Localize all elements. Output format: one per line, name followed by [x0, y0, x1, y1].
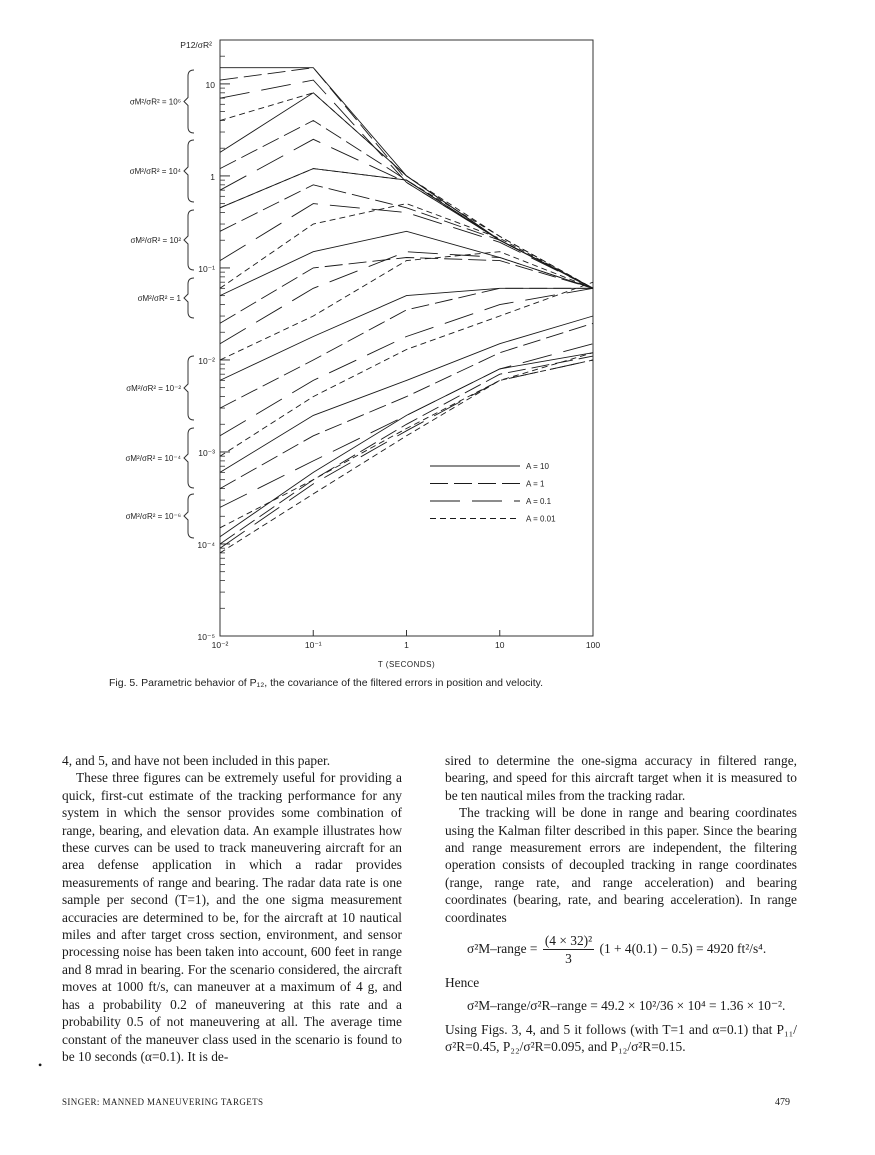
body-left-column: [62, 752, 402, 1065]
page-number: 479: [775, 1097, 790, 1108]
bracket-label: σM²/σR² = 10⁴: [129, 167, 181, 176]
body-paragraph: 4, and 5, and have not been included in this paper.: [62, 753, 331, 768]
y-tick-label: 10⁻¹: [198, 263, 215, 274]
y-tick-label: 1: [210, 171, 215, 182]
fraction-numerator: (4 × 32)²: [543, 932, 594, 950]
x-axis-title: T (SECONDS): [377, 660, 436, 669]
x-tick-label: 10: [495, 640, 505, 650]
y-tick-label: 10⁻⁴: [197, 539, 215, 550]
curve-series: [220, 252, 593, 360]
body-right-column: [445, 752, 797, 1056]
bracket-brace: [184, 278, 194, 318]
curve-series: [220, 68, 593, 289]
equation-lhs: σ²M–range =: [467, 941, 538, 957]
curve-series: [220, 68, 593, 289]
x-tick-label: 1: [404, 640, 409, 650]
y-tick-label: 10⁻³: [198, 447, 215, 458]
bracket-label: σM²/σR² = 10²: [130, 236, 181, 245]
curve-series: [220, 169, 593, 289]
x-tick-label: 10⁻²: [211, 640, 229, 650]
figure-caption: Fig. 5. Parametric behavior of P₁₂, the covariance of the filtered errors in position and velocity.: [109, 677, 544, 689]
bracket-label: σM²/σR² = 10⁻²: [126, 384, 181, 393]
bracket-label: σM²/σR² = 10⁻⁴: [125, 454, 181, 463]
legend-label: A = 0.1: [526, 497, 552, 506]
equation-maneuver-variance: [445, 932, 797, 968]
bracket-brace: [184, 428, 194, 488]
y-tick-label: 10: [205, 79, 215, 90]
bracket-label: σM²/σR² = 10⁻⁶: [125, 512, 181, 521]
bracket-brace: [184, 140, 194, 202]
body-paragraph: These three figures can be extremely useful for providing a quick, first-cut estimate of the tracking performance for any system in which the sensor provides some combination of range, bearing, and elevation data. An example illustrates how these curves can be used to track maneuvering aircraft for an area defense application in which a radar provides measurements of range and bearing. The radar data rate is one sample per second (T=1), and the one sigma measurement accuracies are determined to be, for the aircraft at 10 nautical miles and after target cross section, environment, and sensor processing noise has been taken into account, 600 feet in range and 8 mrad in bearing. For the scenario considered, the aircraft moves at 1000 ft/s, can maneuver at a maximum of 4 g, and has a probability 0.2 of maneuvering at this rate and a probability 0.5 of not maneuvering at all. The average time constant of the maneuver class used in the scenario is found to be 10 seconds (α=0.1). It is de-: [62, 770, 402, 1064]
x-tick-label: 10⁻¹: [304, 640, 322, 650]
bracket-brace: [184, 70, 194, 133]
bracket-label: σM²/σR² = 1: [137, 294, 181, 303]
body-paragraph: sired to determine the one-sigma accuracy in filtered range, bearing, and speed for this aircraft target when it is measured to be ten nautical miles from the tracking radar.: [445, 753, 797, 803]
y-axis-title: P12/σR²: [180, 40, 212, 50]
bracket-brace: [184, 356, 194, 420]
curve-series: [220, 288, 593, 408]
equation-fraction: [543, 932, 594, 968]
curve-series: [220, 169, 593, 289]
curve-series: [220, 185, 593, 288]
curve-series: [220, 231, 593, 295]
curve-series: [220, 316, 593, 472]
chart-bracket-labels: [125, 70, 194, 538]
body-paragraph: Hence: [445, 974, 480, 990]
bracket-brace: [184, 494, 194, 538]
x-tick-label: 100: [585, 640, 601, 650]
bracket-brace: [184, 210, 194, 270]
plot-frame: [220, 40, 593, 636]
equation-rhs: (1 + 4(0.1) − 0.5) = 4920 ft²/s⁴.: [599, 941, 767, 957]
y-tick-label: 10⁻²: [198, 355, 215, 366]
legend-label: A = 10: [526, 462, 549, 471]
body-paragraph: Using Figs. 3, 4, and 5 it follows (with T=1 and α=0.1) that P₁₁/σ²R=0.45, P₂₂/σ²R=0.095, and P₁₂/σ²R=0.15.: [445, 1021, 797, 1055]
chart-axes: [180, 40, 600, 669]
margin-mark: •: [38, 1058, 43, 1072]
running-head: SINGER: MANNED MANEUVERING TARGETS: [62, 1097, 264, 1107]
y-tick-label: 10⁻⁵: [197, 632, 215, 642]
curve-series: [220, 204, 593, 289]
body-paragraph: The tracking will be done in range and bearing coordinates using the Kalman filter described in this paper. Since the bearing and range measurement errors are independent, the filtering operation consists of decoupled tracking in range coordinates (range, range rate, and range acceleration) and bearing coordinates (bearing, rate, and bearing acceleration). In range coordinates: [445, 805, 797, 925]
bracket-label: σM²/σR² = 10⁶: [129, 97, 181, 107]
chart-legend: [430, 462, 556, 524]
curve-series: [220, 258, 593, 324]
curve-series: [220, 121, 593, 289]
fraction-denominator: 3: [565, 951, 572, 967]
legend-label: A = 0.01: [526, 514, 556, 524]
legend-label: A = 1: [526, 479, 545, 489]
equation-variance-ratio: σ²M–range/σ²R–range = 49.2 × 10²/36 × 10⁴ = 1.36 × 10⁻².: [467, 998, 786, 1014]
curve-series: [220, 204, 593, 289]
